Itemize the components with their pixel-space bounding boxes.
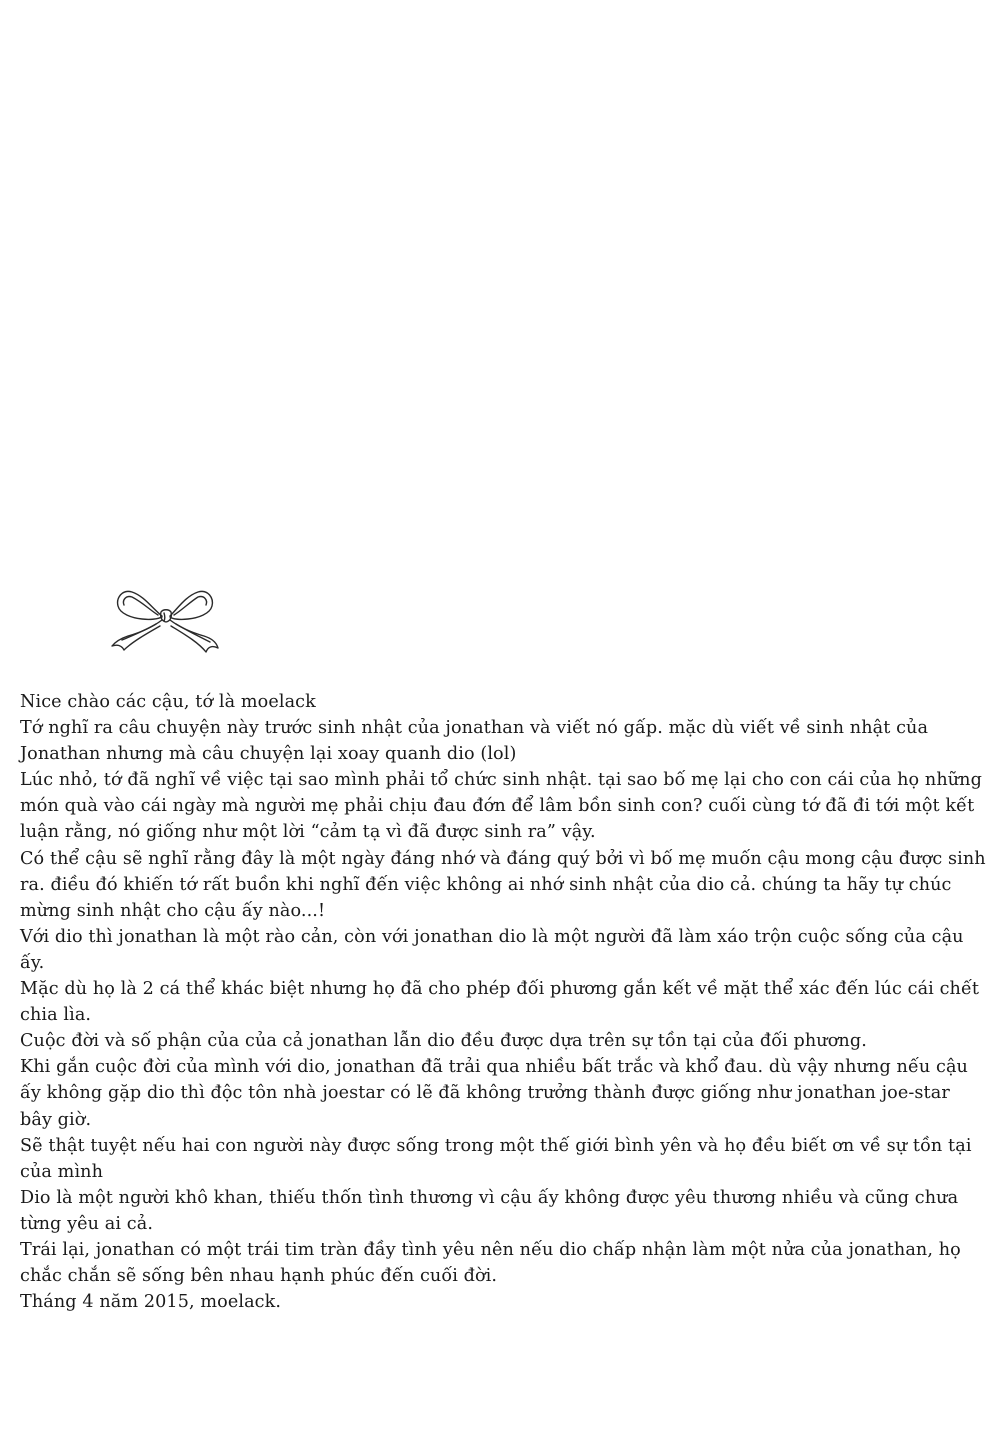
letter-paragraph: Dio là một người khô khan, thiếu thốn tình thương vì cậu ấy không được yêu thương nhiều và cũng chưa từng yêu ai cả. xyxy=(20,1187,959,1234)
letter-signature: Tháng 4 năm 2015, moelack. xyxy=(20,1292,282,1313)
letter-paragraph: Lúc nhỏ, tớ đã nghĩ về việc tại sao mình phải tổ chức sinh nhật. tại sao bố mẹ lại cho con cái của họ những món quà vào cái ngày mà người mẹ phải chịu đau đớn để lâm bồn sinh con? cuối cùng tớ đã đi tới một kết luận rằng, nó giống như một lời “cảm tạ vì đã được sinh ra” vậy. xyxy=(20,770,982,843)
letter-paragraph: Với dio thì jonathan là một rào cản, còn với jonathan dio là một người đã làm xáo trộn cuộc sống của cậu ấy. xyxy=(20,926,964,973)
afterword-letter xyxy=(20,689,986,1315)
letter-paragraph: Tớ nghĩ ra câu chuyện này trước sinh nhật của jonathan và viết nó gấp. mặc dù viết về sinh nhật của Jonathan nhưng mà câu chuyện lại xoay quanh dio (lol) xyxy=(20,718,929,765)
letter-line-greeting: Nice chào các cậu, tớ là moelack xyxy=(20,692,316,712)
letter-paragraph: Có thể cậu sẽ nghĩ rằng đây là một ngày đáng nhớ và đáng quý bởi vì bố mẹ muốn cậu mong cậu được sinh ra. điều đó khiến tớ rất buồn khi nghĩ đến việc không ai nhớ sinh nhật của dio cả. chúng ta hãy tự chúc mừng sinh nhật cho cậu ấy nào...! xyxy=(20,848,986,921)
letter-paragraph: Trái lại, jonathan có một trái tim tràn đầy tình yêu nên nếu dio chấp nhận làm một nửa của jonathan, họ chắc chắn sẽ sống bên nhau hạnh phúc đến cuối đời. xyxy=(20,1239,961,1287)
letter-paragraph: Cuộc đời và số phận của của cả jonathan lẫn dio đều được dựa trên sự tồn tại của đối phương. xyxy=(20,1031,867,1052)
letter-paragraph: Sẽ thật tuyệt nếu hai con người này được sống trong một thế giới bình yên và họ đều biết ơn về sự tồn tại của mình xyxy=(20,1135,972,1182)
letter-paragraph: Khi gắn cuộc đời của mình với dio, jonathan đã trải qua nhiều bất trắc và khổ đau. dù vậy nhưng nếu cậu ấy không gặp dio thì độc tôn nhà joestar có lẽ đã không trưởng thành được giống như jonathan joe-star bây giờ. xyxy=(20,1057,968,1130)
letter-paragraph: Mặc dù họ là 2 cá thể khác biệt nhưng họ đã cho phép đối phương gắn kết về mặt thể xác đến lúc cái chết chia lìa. xyxy=(20,979,980,1026)
ribbon-bow-icon xyxy=(108,586,222,656)
